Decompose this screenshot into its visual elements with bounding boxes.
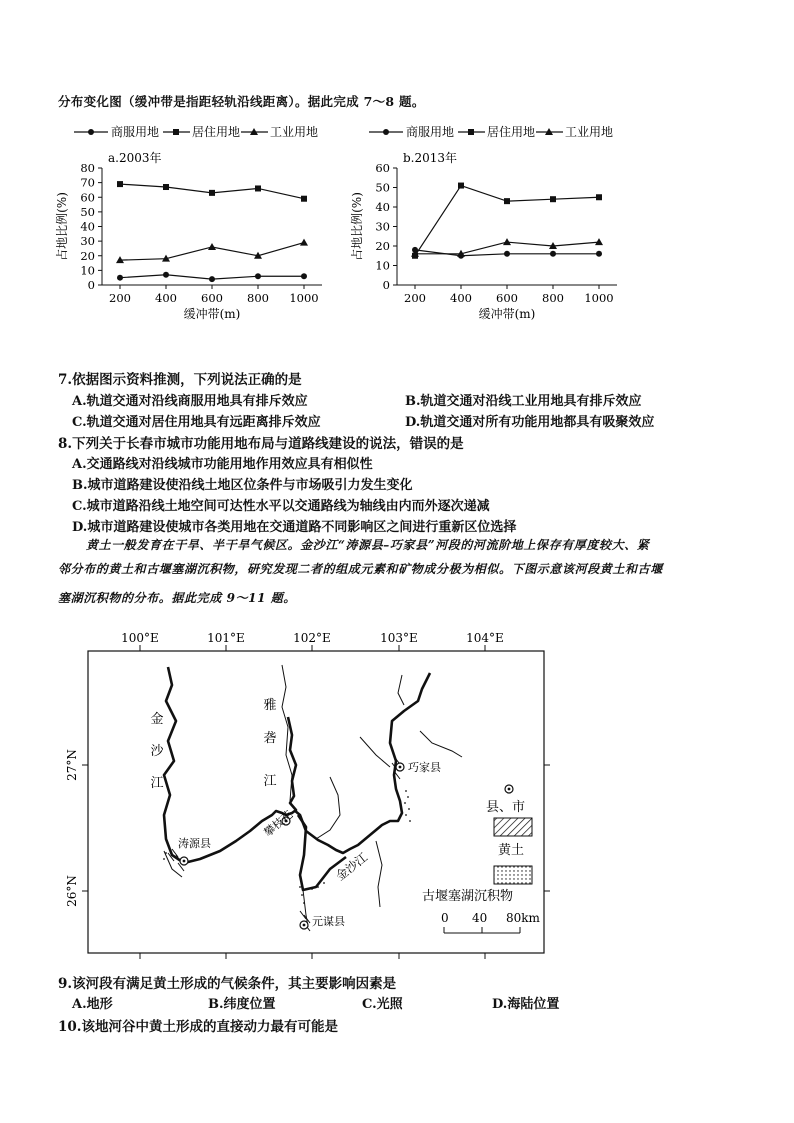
label-yuanmou: 元谋县 bbox=[312, 915, 345, 928]
q8-stem: 8.下列关于长春市城市功能用地布局与道路线建设的说法，错误的是 bbox=[58, 436, 464, 452]
x-tick-label: 600 bbox=[201, 291, 223, 305]
point-居住用地-800 bbox=[550, 196, 556, 202]
point-商服用地-200 bbox=[117, 275, 123, 281]
y-tick-label: 20 bbox=[80, 248, 95, 263]
label-yalong-3: 江 bbox=[263, 774, 277, 789]
chart-b-title: b.2013年 bbox=[403, 151, 458, 165]
jinsha-river bbox=[164, 667, 430, 863]
tributary-5 bbox=[420, 731, 462, 757]
point-商服用地-600 bbox=[209, 276, 215, 282]
q7-option-c: C.轨道交通对居住用地具有远距离排斥效应 bbox=[72, 415, 321, 430]
scale-40: 40 bbox=[472, 911, 488, 925]
label-yalong-2: 砻 bbox=[263, 731, 277, 746]
intro-text: 分布变化图（缓冲带是指距轻轨沿线距离）。据此完成 7～8 题。 bbox=[58, 94, 425, 109]
q7-stem: 7.依据图示资料推测，下列说法正确的是 bbox=[58, 372, 302, 388]
legend-town: 县、市 bbox=[486, 800, 526, 815]
x-tick-label: 400 bbox=[450, 291, 472, 305]
q8-option-a: A.交通路线对沿线城市功能用地作用效应具有相似性 bbox=[72, 457, 373, 472]
q9-option-b: B.纬度位置 bbox=[208, 997, 276, 1012]
y-tick-label: 10 bbox=[375, 258, 390, 273]
y-tick-label: 70 bbox=[80, 175, 95, 190]
label-taoyuan: 涛源县 bbox=[178, 837, 211, 850]
point-商服用地-400 bbox=[163, 272, 169, 278]
legend-a-label-1: 居住用地 bbox=[192, 125, 241, 139]
point-居住用地-1000 bbox=[301, 196, 307, 202]
chart-a-title: a.2003年 bbox=[108, 151, 162, 165]
tributary-1 bbox=[316, 777, 340, 839]
label-qiaojia: 巧家县 bbox=[408, 761, 441, 774]
legend-b-label-1: 居住用地 bbox=[487, 125, 536, 139]
y-tick-label: 10 bbox=[80, 263, 95, 278]
point-居住用地-800 bbox=[255, 185, 261, 191]
x-tick-label: 200 bbox=[404, 291, 426, 305]
point-居住用地-600 bbox=[209, 190, 215, 196]
scale-0: 0 bbox=[441, 911, 449, 925]
y-tick-label: 0 bbox=[382, 278, 390, 292]
legend-b-label-2: 工业用地 bbox=[565, 125, 614, 139]
y-tick-label: 50 bbox=[375, 180, 390, 195]
y-tick-label: 20 bbox=[375, 239, 390, 253]
y-tick-label: 30 bbox=[80, 234, 95, 249]
point-工业用地-1000 bbox=[300, 239, 308, 246]
y-tick-label: 40 bbox=[375, 200, 390, 214]
y-tick-label: 50 bbox=[80, 204, 95, 219]
point-商服用地-1000 bbox=[596, 251, 602, 257]
scale-80: 80km bbox=[506, 911, 540, 925]
label-jinsha-2: 沙 bbox=[150, 744, 164, 759]
chart-2013 bbox=[345, 120, 645, 325]
legend-b bbox=[369, 124, 613, 139]
passage-line-2: 邻分布的黄土和古堰塞湖沉积物，研究发现二者的组成元素和矿物成分极为相似。下图示意该河段黄土和古堰 bbox=[58, 562, 663, 576]
point-商服用地-600 bbox=[504, 251, 510, 257]
point-居住用地-200 bbox=[117, 181, 123, 187]
passage-line-1: 黄土一般发育在干旱、半干旱气候区。金沙江“涛源县–巧家县”河段的河流阶地上保存有厚度较大、紧 bbox=[86, 538, 650, 552]
legend-a-label-2: 工业用地 bbox=[270, 125, 319, 139]
river-map bbox=[60, 625, 560, 965]
x-tick-label: 800 bbox=[542, 291, 564, 305]
x-axis-title: 缓冲带(m) bbox=[478, 307, 536, 321]
x-tick-label: 400 bbox=[155, 291, 177, 305]
lon-101: 101°E bbox=[207, 631, 245, 645]
tributary-3 bbox=[360, 737, 390, 767]
lon-102: 102°E bbox=[293, 631, 331, 645]
x-tick-label: 1000 bbox=[584, 291, 614, 305]
map-legend bbox=[422, 785, 541, 933]
legend-loess: 黄土 bbox=[498, 843, 525, 858]
legend-a-label-0: 商服用地 bbox=[111, 125, 160, 139]
series-line-居住用地 bbox=[415, 186, 599, 256]
point-商服用地-800 bbox=[255, 273, 261, 279]
y-tick-label: 80 bbox=[80, 161, 95, 175]
x-tick-label: 200 bbox=[109, 291, 131, 305]
point-居住用地-600 bbox=[504, 198, 510, 204]
x-tick-label: 1000 bbox=[289, 291, 319, 305]
lon-104: 104°E bbox=[466, 631, 504, 645]
point-居住用地-400 bbox=[458, 183, 464, 189]
q9-option-d: D.海陆位置 bbox=[492, 997, 560, 1012]
y-axis-title: 占地比例(%) bbox=[350, 192, 364, 261]
x-tick-label: 600 bbox=[496, 291, 518, 305]
chart-2003 bbox=[50, 120, 350, 325]
y-axis-title: 占地比例(%) bbox=[55, 192, 69, 261]
point-居住用地-1000 bbox=[596, 194, 602, 200]
point-商服用地-800 bbox=[550, 251, 556, 257]
legend-b-label-0: 商服用地 bbox=[406, 125, 455, 139]
map-frame bbox=[88, 651, 544, 953]
passage-line-3: 塞湖沉积物的分布。据此完成 9～11 题。 bbox=[58, 591, 297, 605]
legend-a bbox=[74, 124, 318, 139]
q9-option-a: A.地形 bbox=[72, 997, 113, 1012]
q8-option-d: D.城市道路建设使城市各类用地在交通道路不同影响区之间进行重新区位选择 bbox=[72, 520, 517, 535]
label-yalong-1: 雅 bbox=[263, 698, 277, 713]
point-居住用地-400 bbox=[163, 184, 169, 190]
latitude-labels bbox=[65, 749, 550, 907]
point-工业用地-600 bbox=[503, 238, 511, 245]
y-tick-label: 60 bbox=[375, 161, 390, 175]
x-axis-title: 缓冲带(m) bbox=[183, 307, 241, 321]
x-tick-label: 800 bbox=[247, 291, 269, 305]
legend-lake: 古堰塞湖沉积物 bbox=[422, 889, 514, 904]
lon-100: 100°E bbox=[121, 631, 159, 645]
point-工业用地-1000 bbox=[595, 238, 603, 245]
q9-stem: 9.该河段有满足黄土形成的气候条件，其主要影响因素是 bbox=[58, 976, 397, 992]
y-tick-label: 40 bbox=[80, 219, 95, 234]
point-商服用地-1000 bbox=[301, 273, 307, 279]
lat-26: 26°N bbox=[65, 875, 79, 907]
tributary-4 bbox=[398, 675, 404, 705]
longitude-labels bbox=[121, 631, 504, 959]
label-jinsha-3: 江 bbox=[150, 776, 164, 791]
point-工业用地-600 bbox=[208, 243, 216, 250]
label-jinsha-lower: 金沙江 bbox=[333, 850, 371, 884]
tributary-2 bbox=[376, 841, 382, 907]
lat-27: 27°N bbox=[65, 749, 79, 781]
y-tick-label: 30 bbox=[375, 219, 390, 234]
q8-option-c: C.城市道路沿线土地空间可达性水平以交通路线为轴线由内而外逐次递减 bbox=[72, 499, 490, 514]
lon-103: 103°E bbox=[380, 631, 418, 645]
q9-option-c: C.光照 bbox=[362, 997, 403, 1012]
q7-option-a: A.轨道交通对沿线商服用地具有排斥效应 bbox=[72, 394, 308, 409]
y-tick-label: 60 bbox=[80, 190, 95, 205]
label-panzhihua: 攀枝花 bbox=[261, 808, 296, 840]
label-jinsha-1: 金 bbox=[150, 712, 164, 727]
q8-option-b: B.城市道路建设使沿线土地区位条件与市场吸引力发生变化 bbox=[72, 478, 413, 493]
q7-option-b: B.轨道交通对沿线工业用地具有排斥效应 bbox=[405, 394, 642, 409]
q7-option-d: D.轨道交通对所有功能用地都具有吸聚效应 bbox=[405, 415, 655, 430]
q10-stem: 10.该地河谷中黄土形成的直接动力最有可能是 bbox=[58, 1019, 338, 1035]
y-tick-label: 0 bbox=[87, 278, 95, 292]
